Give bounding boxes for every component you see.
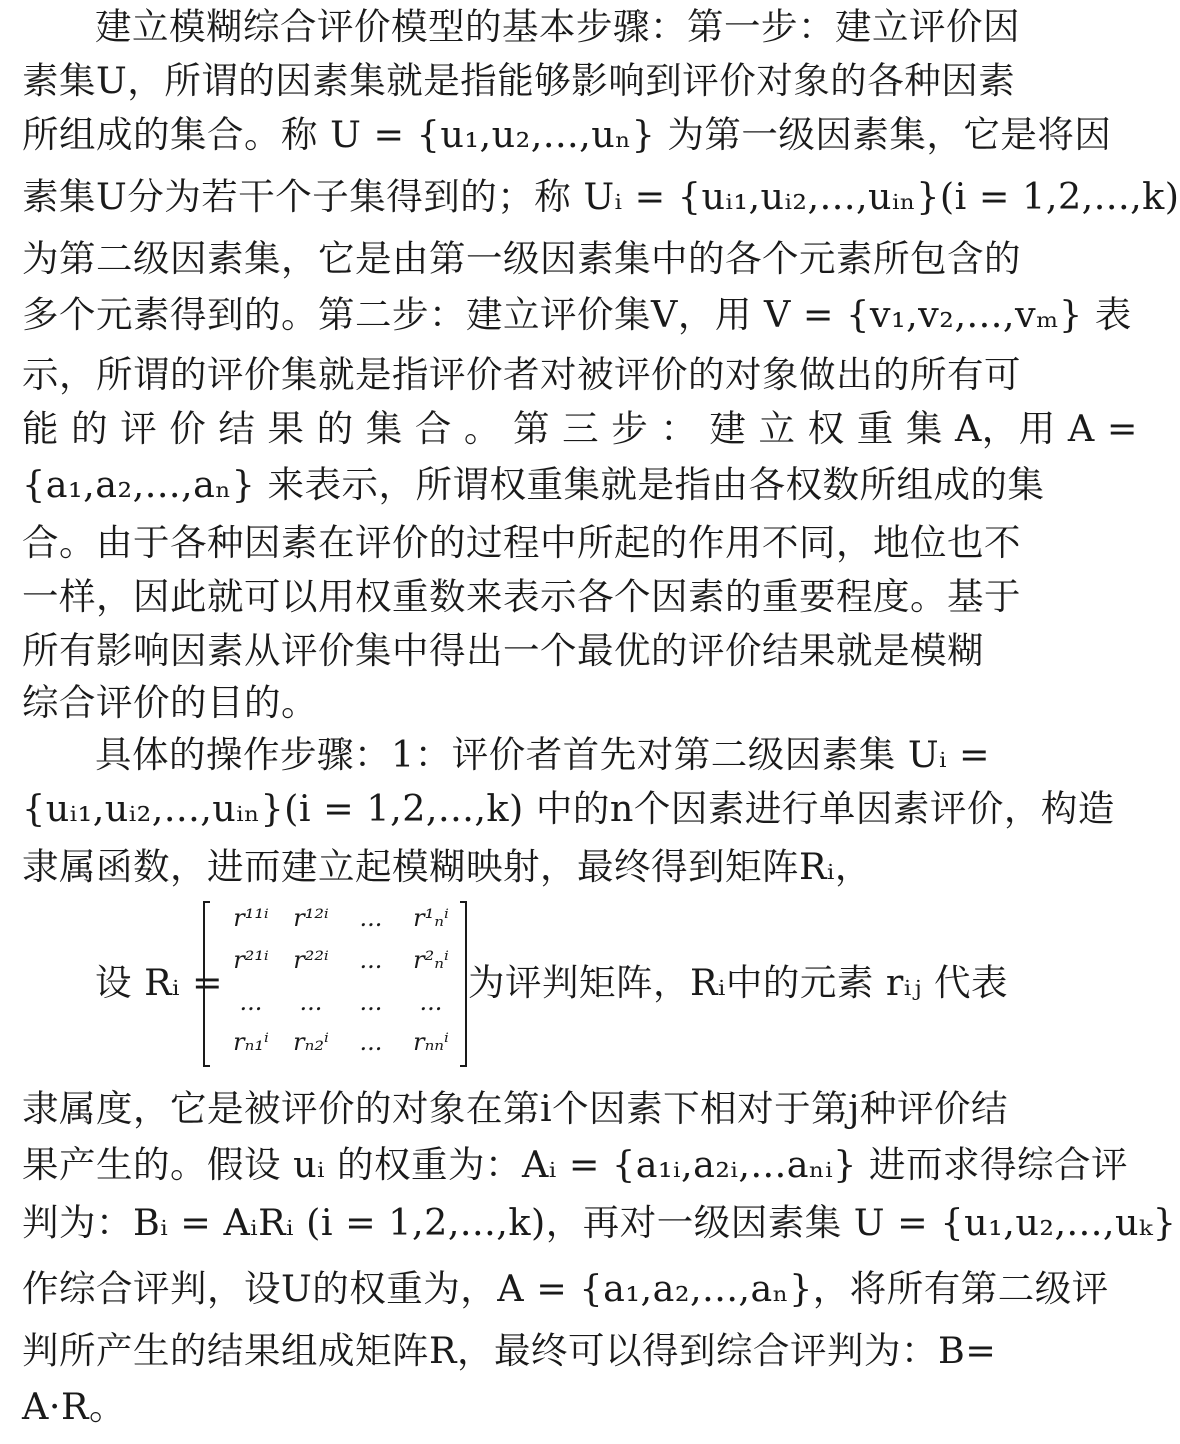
text-line-22: A·R。: [22, 1385, 126, 1428]
matrix-cell: rₙ₂ⁱ: [293, 1028, 329, 1056]
text-line-1: 建立模糊综合评价模型的基本步骤：第一步：建立评价因: [95, 5, 1020, 48]
text-line-17: 隶属度，它是被评价的对象在第i个因素下相对于第j种评价结: [22, 1087, 1008, 1130]
matrix-cell: r¹¹ⁱ: [233, 904, 269, 932]
matrix-cell: rₙ₁ⁱ: [233, 1028, 269, 1056]
matrix-row-1: [216, 904, 456, 944]
matrix-cell: ...: [419, 988, 443, 1016]
matrix-rhs: 为评判矩阵，Rᵢ中的元素 rᵢⱼ 代表: [468, 961, 1008, 1004]
text-line-20: 作综合评判，设U的权重为，A = {a₁,a₂,...,aₙ}，将所有第二级评: [22, 1267, 1109, 1310]
text-line-3: 所组成的集合。称 U = {u₁,u₂,...,uₙ} 为第一级因素集，它是将因: [22, 113, 1112, 156]
matrix-cell: ...: [359, 904, 383, 932]
matrix-lhs: 设 Rᵢ =: [95, 961, 224, 1004]
text-line-9: {a₁,a₂,...,aₙ} 来表示，所谓权重集就是指由各权数所组成的集: [22, 463, 1045, 506]
text-line-19: 判为：Bᵢ = AᵢRᵢ (i = 1,2,...,k)，再对一级因素集 U = {u₁,u₂,...,uₖ}: [22, 1201, 1177, 1244]
matrix-row-2: [216, 946, 456, 986]
matrix-cell: r¹ₙⁱ: [413, 904, 449, 932]
text-line-10: 合。由于各种因素在评价的过程中所起的作用不同，地位也不: [22, 521, 1021, 564]
text-line-5: 为第二级因素集，它是由第一级因素集中的各个元素所包含的: [22, 237, 1021, 280]
matrix-row-4: [216, 1028, 456, 1068]
matrix-cell: r²²ⁱ: [293, 946, 329, 974]
text-line-8: 能 的 评 价 结 果 的 集 合 。 第 三 步 ： 建 立 权 重 集 A，用 A =: [22, 407, 1138, 450]
text-line-14: 具体的操作步骤：1：评价者首先对第二级因素集 Uᵢ =: [95, 733, 991, 776]
text-line-2: 素集U，所谓的因素集就是指能够影响到评价对象的各种因素: [22, 59, 1016, 102]
matrix-cell: ...: [359, 946, 383, 974]
matrix-row-3: [216, 988, 456, 1028]
matrix-cell: ...: [239, 988, 263, 1016]
matrix-cell: ...: [359, 1028, 383, 1056]
text-line-15: {uᵢ₁,uᵢ₂,...,uᵢₙ}(i = 1,2,...,k) 中的n个因素进行单因素评价，构造: [22, 787, 1115, 830]
text-line-6: 多个元素得到的。第二步：建立评价集V，用 V = {v₁,v₂,...,vₘ} 表: [22, 293, 1132, 336]
text-line-12: 所有影响因素从评价集中得出一个最优的评价结果就是模糊: [22, 629, 984, 672]
matrix-cell: rₙₙⁱ: [413, 1028, 449, 1056]
evaluation-matrix: [200, 898, 470, 1070]
matrix-cell: ...: [299, 988, 323, 1016]
text-line-11: 一样，因此就可以用权重数来表示各个因素的重要程度。基于: [22, 575, 1021, 618]
matrix-cell: ...: [359, 988, 383, 1016]
matrix-cell: r²¹ⁱ: [233, 946, 269, 974]
matrix-cell: r¹²ⁱ: [293, 904, 329, 932]
matrix-cell: r²ₙⁱ: [413, 946, 449, 974]
text-line-13: 综合评价的目的。: [22, 681, 318, 724]
text-line-21: 判所产生的结果组成矩阵R，最终可以得到综合评判为：B=: [22, 1329, 997, 1372]
text-line-18: 果产生的。假设 uᵢ 的权重为：Aᵢ = {a₁ᵢ,a₂ᵢ,...aₙᵢ} 进而求得综合评: [22, 1143, 1128, 1186]
text-line-4: 素集U分为若干个子集得到的；称 Uᵢ = {uᵢ₁,uᵢ₂,...,uᵢₙ}(i = 1,2,...,k): [22, 175, 1180, 218]
text-line-16: 隶属函数，进而建立起模糊映射，最终得到矩阵Rᵢ，: [22, 845, 872, 888]
text-line-7: 示，所谓的评价集就是指评价者对被评价的对象做出的所有可: [22, 353, 1021, 396]
